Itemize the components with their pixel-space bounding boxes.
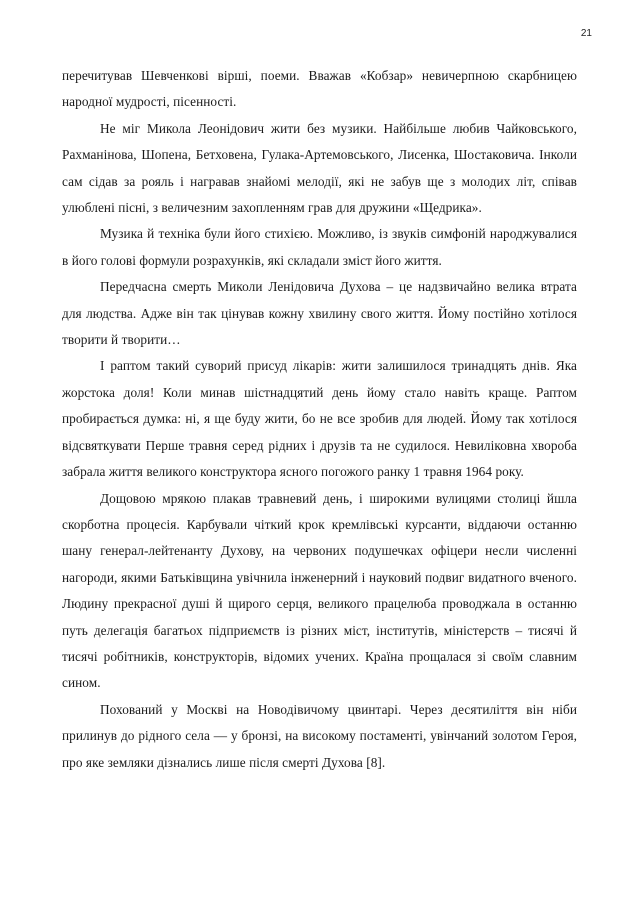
paragraph: Дощовою мрякою плакав травневий день, і широкими вулицями столиці йшла скорботна процесія. Карбували чіткий крок кремлівські курсанти, віддаючи останню шану генерал-лейтенанту Духову, на червоних подушечках офіцери несли численні нагороди, якими Батьківщина увічнила інженерний і науковий подвиг видатного вченого. Людину прекрасної душі й щирого серця, великого працелюба проводжала в останню путь делегація багатьох підприємств із різних міст, інститутів, міністерств – тисячі й тисячі робітників, конструкторів, відомих учених. Країна прощалася зі своїм славним сином.: [62, 490, 577, 691]
paragraph: Передчасна смерть Миколи Ленідовича Духова – це надзвичайно велика втрата для людства. Адже він так цінував кожну хвилину свого життя. Йому постійно хотілося творити й творити…: [62, 279, 577, 348]
page-number: 21: [580, 28, 592, 39]
paragraph: перечитував Шевченкові вірші, поеми. Вважав «Кобзар» невичерпною скарбницею народної мудрості, пісенності.: [62, 68, 577, 110]
paragraph: Похований у Москві на Новодівичому цвинтарі. Через десятиліття він ніби прилинув до рідного села — у бронзі, на високому постаменті, увінчаний золотом Героя, про яке земляки дізнались лише після смерті Духова [8].: [62, 701, 577, 770]
paragraph: І раптом такий суворий присуд лікарів: жити залишилося тринадцять днів. Яка жорстока доля! Коли минав шістнадцятий день йому стало навіть краще. Раптом пробирається думка: ні, я ще буду жити, бо не все зробив для людей. Йому так хотілося відсвяткувати Перше травня серед рідних і друзів та не судилося. Невиліковна хвороба забрала життя великого конструктора ясного погожого ранку 1 травня 1964 року.: [62, 358, 577, 480]
paragraph: Не міг Микола Леонідович жити без музики. Найбільше любив Чайковського, Рахманінова, Шопена, Бетховена, Гулака-Артемовського, Лисенка, Шостаковича. Інколи сам сідав за рояль і награвав знайомі мелодії, які не забув ще з молодих літ, співав улюблені пісні, з величезним захопленням грав для дружини «Щедрика».: [62, 120, 577, 216]
document-body: [62, 63, 577, 776]
paragraph: Музика й техніка були його стихією. Можливо, із звуків симфоній народжувалися в його голові формули розрахунків, які складали зміст його життя.: [62, 226, 577, 268]
